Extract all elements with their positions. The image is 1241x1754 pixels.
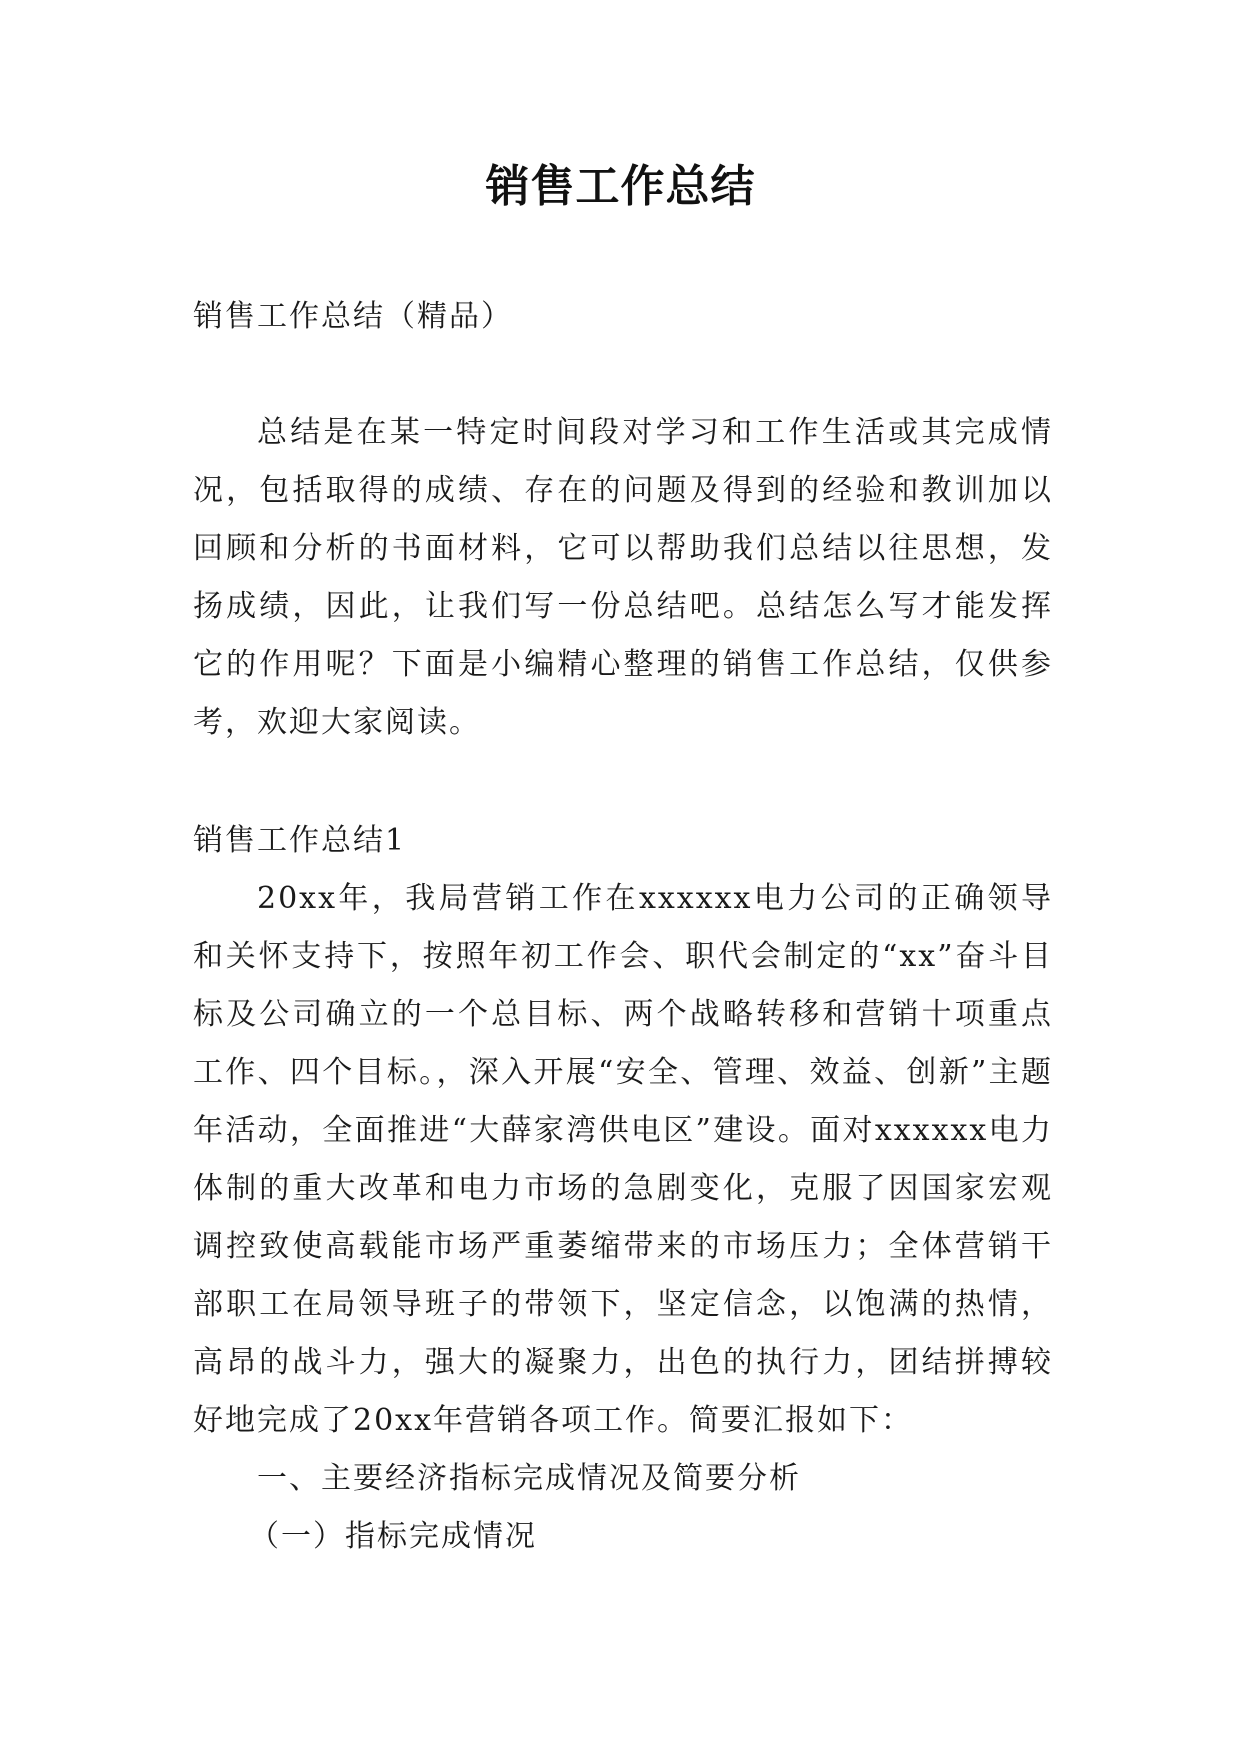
heading-level-1: 一、主要经济指标完成情况及简要分析 [257, 1461, 801, 1496]
document-title: 销售工作总结 [485, 161, 756, 212]
intro-paragraph: 总结是在某一特定时间段对学习和工作生活或其完成情况，包括取得的成绩、存在的问题及得到的经验和教训加以回顾和分析的书面材料，它可以帮助我们总结以往思想，发扬成绩，因此，让我们写一份总结吧。总结怎么写才能发挥它的作用呢？下面是小编精心整理的销售工作总结，仅供参考，欢迎大家阅读。 [193, 415, 1053, 740]
body-paragraph: 20xx年，我局营销工作在xxxxxx电力公司的正确领导和关怀支持下，按照年初工作会、职代会制定的“xx”奋斗目标及公司确立的一个总目标、两个战略转移和营销十项重点工作、四个目标。，深入开展“安全、管理、效益、创新”主题年活动，全面推进“大薛家湾供电区”建设。面对xxxxxx电力体制的重大改革和电力市场的急剧变化，克服了因国家宏观调控致使高载能市场严重萎缩带来的市场压力；全体营销干部职工在局领导班子的带领下，坚定信念，以饱满的热情，高昂的战斗力，强大的凝聚力，出色的执行力，团结拼搏较好地完成了20xx年营销各项工作。简要汇报如下： [193, 881, 1053, 1438]
document-subtitle: 销售工作总结（精品） [193, 299, 513, 334]
section-heading: 销售工作总结1 [193, 823, 407, 858]
heading-level-2: （一）指标完成情况 [249, 1519, 537, 1554]
document-body [193, 288, 1053, 1566]
